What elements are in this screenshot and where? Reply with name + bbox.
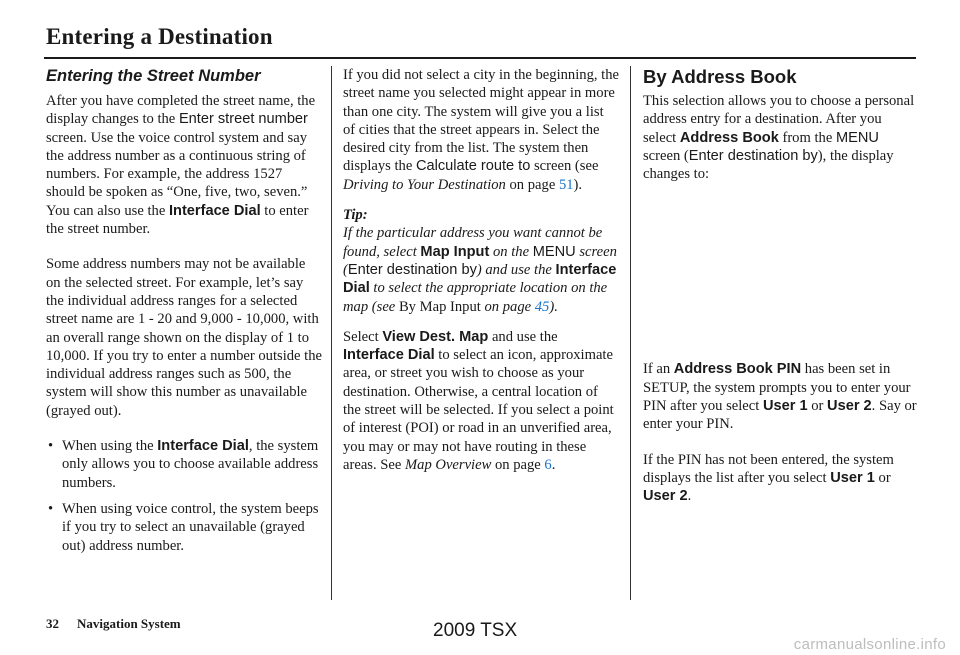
control-name: Address Book PIN	[673, 361, 802, 378]
screen-name: Enter street number	[178, 111, 308, 128]
footer-system-name: Navigation System	[77, 616, 181, 631]
tip-label: Tip:	[343, 207, 368, 224]
tip-paragraph: If the particular address you want cannot be found, select Map Input on the MENU screen (Enter destination by) and use the Interface Dial to select the appropriate location on the map (see By Map Input on page 45).	[343, 225, 617, 315]
section-subtitle: Entering the Street Number	[46, 67, 261, 85]
column-right	[643, 66, 918, 523]
list-item: • When using the Interface Dial, the system only allows you to choose available address numbers.	[46, 437, 322, 492]
list-item: • When using voice control, the system beeps if you try to select an unavailable (grayed out) address number.	[46, 500, 322, 555]
control-name: Interface Dial	[157, 438, 249, 455]
paragraph: After you have completed the street name, the display changes to the Enter street number screen. Use the voice control system and say the address number as a continuous string of numbers. For example, the address 1527 should be spoken as “One, five, two, seven.” You can also use the Interface Dial to enter the street number.	[46, 93, 316, 238]
bullet-list	[46, 437, 322, 555]
column-divider	[630, 66, 631, 600]
control-name: User 1	[762, 398, 808, 415]
paragraph: Some address numbers may not be available on the selected street. For example, let’s say the individual address ranges for a selected street name are 1 - 20 and 9,000 - 10,000, with an overall range shown on the display of 1 to 10,000. If you try to enter a number outside the individual address ranges such as 500, the system will show this number as unavailable (grayed out).	[46, 256, 322, 419]
page-number: 32	[46, 616, 59, 631]
screenshot-placeholder	[643, 183, 918, 360]
section-heading: By Address Book	[643, 66, 797, 87]
paragraph: This selection allows you to choose a personal address entry for a destination. After you select Address Book from the MENU screen (Enter destination by), the display changes to:	[643, 93, 915, 183]
paragraph: If an Address Book PIN has been set in SETUP, the system prompts you to enter your PIN after you select User 1 or User 2. Say or enter your PIN.	[643, 361, 917, 433]
page-link[interactable]: 6	[544, 456, 552, 473]
column-left	[46, 66, 322, 563]
paragraph: If you did not select a city in the beginning, the street name you selected might appear in more than one city. The system will give you a list of cities that the street appears in. Select the desired city from the list. The system then displays the Calculate route to screen (see Driving to Your Destination on page 51).	[343, 67, 619, 193]
control-name: Address Book	[679, 129, 779, 146]
paragraph: Select View Dest. Map and use the Interface Dial to select an icon, approximate area, or street you wish to choose as your destination. Otherwise, a central location of the street will be selected. If you select a point of interest (POI) or road in an unverified area, you may or may not have routing in these areas. See Map Overview on page 6.	[343, 328, 614, 473]
control-name: Interface Dial	[343, 261, 617, 297]
page-link[interactable]: 45	[534, 298, 550, 315]
model-label: 2009 TSX	[433, 620, 518, 641]
paragraph: If the PIN has not been entered, the system displays the list after you select User 1 or User 2.	[643, 451, 894, 505]
control-name: Map Input	[420, 243, 490, 260]
control-name: Interface Dial	[168, 202, 261, 219]
screen-name: MENU	[532, 243, 576, 260]
screen-name: Enter destination by	[347, 261, 477, 278]
column-middle	[343, 66, 619, 491]
watermark: carmanualsonline.info	[793, 636, 946, 653]
control-name: User 2	[643, 488, 688, 505]
control-name: Interface Dial	[343, 347, 435, 364]
control-name: User 2	[827, 398, 872, 415]
page-title: Entering a Destination	[46, 24, 273, 49]
control-name: View Dest. Map	[382, 328, 489, 345]
column-divider	[331, 66, 332, 600]
screen-name: Calculate route to	[415, 158, 531, 175]
page-link[interactable]: 51	[558, 176, 574, 193]
title-divider	[44, 57, 916, 59]
control-name: User 1	[830, 469, 875, 486]
screen-name: Enter destination by	[688, 147, 818, 164]
screen-name: MENU	[835, 129, 879, 146]
